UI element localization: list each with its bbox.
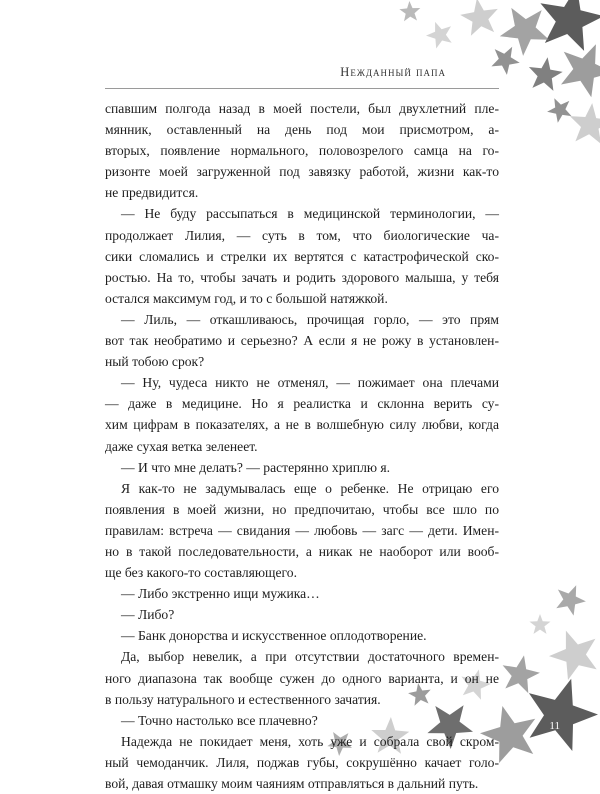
maple-leaf-icon [547,98,571,123]
text-line: Да, выбор невелик, а при отсутствии достаточного времен- [121,649,499,665]
maple-leaf-icon [500,8,549,56]
text-line: — Ну, чудеса никто не отменял, — пожимает она плечами [121,375,499,391]
text-line: Надежда не покидает меня, хоть уже и собрала свой скром- [121,733,499,749]
text-line: — Либо экстренно ищи мужика… [121,586,320,602]
text-line: вот так необратимо и серьезно? А если я не рожу в установлен- [105,333,499,349]
maple-leaf-icon [529,679,598,751]
maple-leaf-icon [491,47,519,75]
maple-leaf-icon [540,0,600,51]
text-line: — Банк донорства и искусственное оплодотворение. [121,628,427,644]
text-line: ризонте моей загруженной под завязку работой, жизни как-то [105,164,499,180]
text-line: вой, давая отмашку моим чаяниям отправляться в дальний путь. [105,776,479,791]
maple-leaf-icon [460,0,498,36]
maple-leaf-icon [529,57,563,91]
text-line: ный тобою срок? [105,354,205,370]
maple-leaf-icon [503,655,540,693]
text-line: мянник, оставленный на день под мои присмотром, а- [105,122,499,138]
text-line: — Не буду рассыпаться в медицинской терминологии, — [121,206,499,222]
maple-leaf-icon [570,103,600,144]
maple-leaf-icon [549,631,597,680]
text-line: — Лиль, — откашливаюсь, прочищая горло, — это прям [121,311,499,327]
text-line: хим цифрам в показателях, а не в волшебную силу любви, когда [105,417,499,433]
running-title: Нежданный папа [340,65,446,79]
text-line: остался максимум год, и то с большой натяжкой. [105,290,388,306]
text-line: в пользу натурального и естественного зачатия. [105,691,381,707]
header-rule [105,88,499,89]
text-line: — Точно настолько все плачевно? [121,712,318,728]
text-line: ный чемоданчик. Лиля, поджав губы, сокрушённо качает голо- [105,754,499,770]
text-line: но в такой последовательности, а никак не наоборот или вооб- [105,543,499,559]
body-text [105,98,499,794]
text-line: ростью. На то, чтобы зачать и родить здорового малыша, у тебя [105,269,499,285]
text-line: продолжает Лилия, — суть в том, что биологические ча- [105,227,499,243]
text-line: появления в моей жизни, но предпочитаю, чтобы все шло по [105,501,499,517]
text-line: ного диапазона так вообще сужен до одного варианта, и он не [105,670,499,686]
text-line: — даже в медицине. Но я реалистка и склонна верить су- [105,396,499,412]
page-number: 11 [549,720,560,732]
maple-leaf-icon [399,1,420,21]
text-line: Я как-то не задумывалась еще о ребенке. Не отрицаю его [121,480,499,496]
maple-leaf-icon [556,585,586,615]
text-line: сики сломались и стрелки их вертятся с катастрофической ско- [105,248,499,264]
text-line: — И что мне делать? — растерянно хриплю я. [121,459,391,475]
text-line: даже сухая ветка зеленеет. [105,438,258,454]
text-line: — Либо? [121,607,175,623]
text-line: не предвидится. [105,185,199,201]
maple-leaf-icon [561,44,600,97]
text-line: правилам: встреча — свидания — любовь — загс — дети. Имен- [105,522,499,538]
maple-leaf-icon [426,22,452,49]
text-line: вторых, появление нормального, половозрелого самца на го- [105,143,499,159]
text-line: спавшим полгода назад в моей постели, был двухлетний пле- [105,101,499,116]
text-line: ще без какого-то составляющего. [105,565,297,581]
maple-leaf-icon [530,614,551,634]
